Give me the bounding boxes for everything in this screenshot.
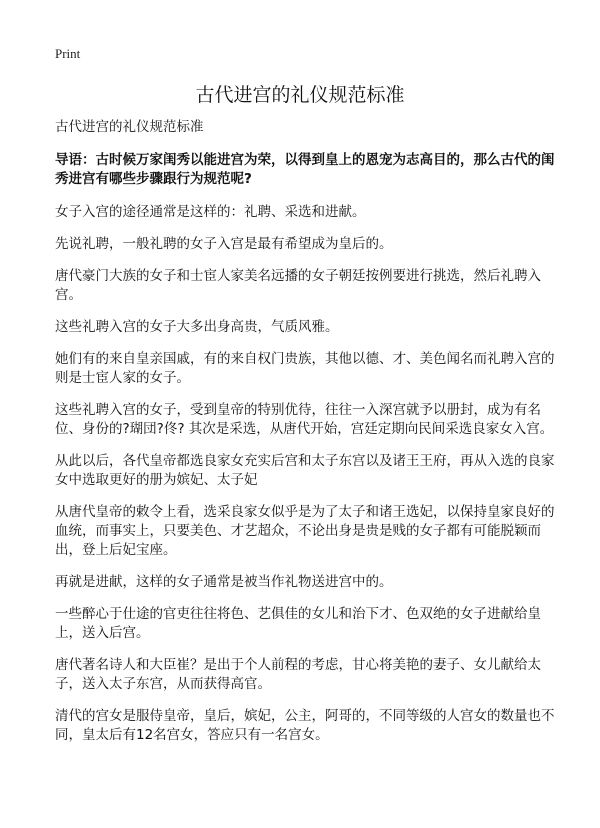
paragraph: 她们有的来自皇亲国戚，有的来自权门贵族，其他以德、才、美色闻名而礼聘入宫的则是士宦人家的女子。 [55,351,555,386]
paragraph: 再就是进献，这样的女子通常是被当作礼物送进宫中的。 [55,574,393,590]
paragraph: 先说礼聘，一般礼聘的女子入宫是最有希望成为皇后的。 [55,236,393,252]
article-lead: 导语：古时候万家闺秀以能进宫为荣，以得到皇上的恩宠为志高目的，那么古代的闺秀进宫有哪些步骤跟行为规范呢? [55,152,555,187]
article-subtitle: 古代进宫的礼仪规范标准 [55,119,204,135]
paragraph: 这些礼聘入宫的女子大多出身高贵，气质风雅。 [55,319,339,335]
paragraph: 唐代著名诗人和大臣崔？是出于个人前程的考虑，甘心将美艳的妻子、女儿献给太子，送入太子东宫，从而获得高官。 [55,657,541,692]
paragraph: 清代的宫女是服侍皇帝，皇后，嫔妃，公主，阿哥的，不同等级的人宫女的数量也不同，皇太后有12名宫女，答应只有一名宫女。 [55,708,555,743]
paragraph: 唐代豪门大族的女子和士宦人家美名远播的女子朝廷按例要进行挑选，然后礼聘入宫。 [55,268,541,303]
paragraph: 这些礼聘入宫的女子，受到皇帝的特别优待，往往一入深宫就予以册封，成为有名位、身份的?瑚団?佟? 其次是采选，从唐代开始，宫廷定期向民间采选良家女入宫。 [55,402,554,437]
article-body [55,118,555,758]
paragraph: 从唐代皇帝的敕令上看，选采良家女似乎是为了太子和诸王选妃，以保持皇家良好的血统，而事实上，只要美色、才艺超众，不论出身是贵是贱的女子都有可能脱颖而出，登上后妃宝座。 [55,504,555,558]
paragraph: 女子入宫的途径通常是这样的：礼聘、采选和进献。 [55,204,366,220]
paragraph: 一些醉心于仕途的官吏往往将色、艺俱佳的女儿和治下才、色双绝的女子进献给皇上，送入后宫。 [55,606,541,641]
paragraph: 从此以后，各代皇帝都选良家女充实后宫和太子东宫以及诸王王府，再从入选的良家女中选取更好的册为嫔妃、太子妃 [55,453,555,488]
print-link[interactable]: Print [55,46,81,61]
page-title: 古代进宫的礼仪规范标准 [195,84,405,106]
